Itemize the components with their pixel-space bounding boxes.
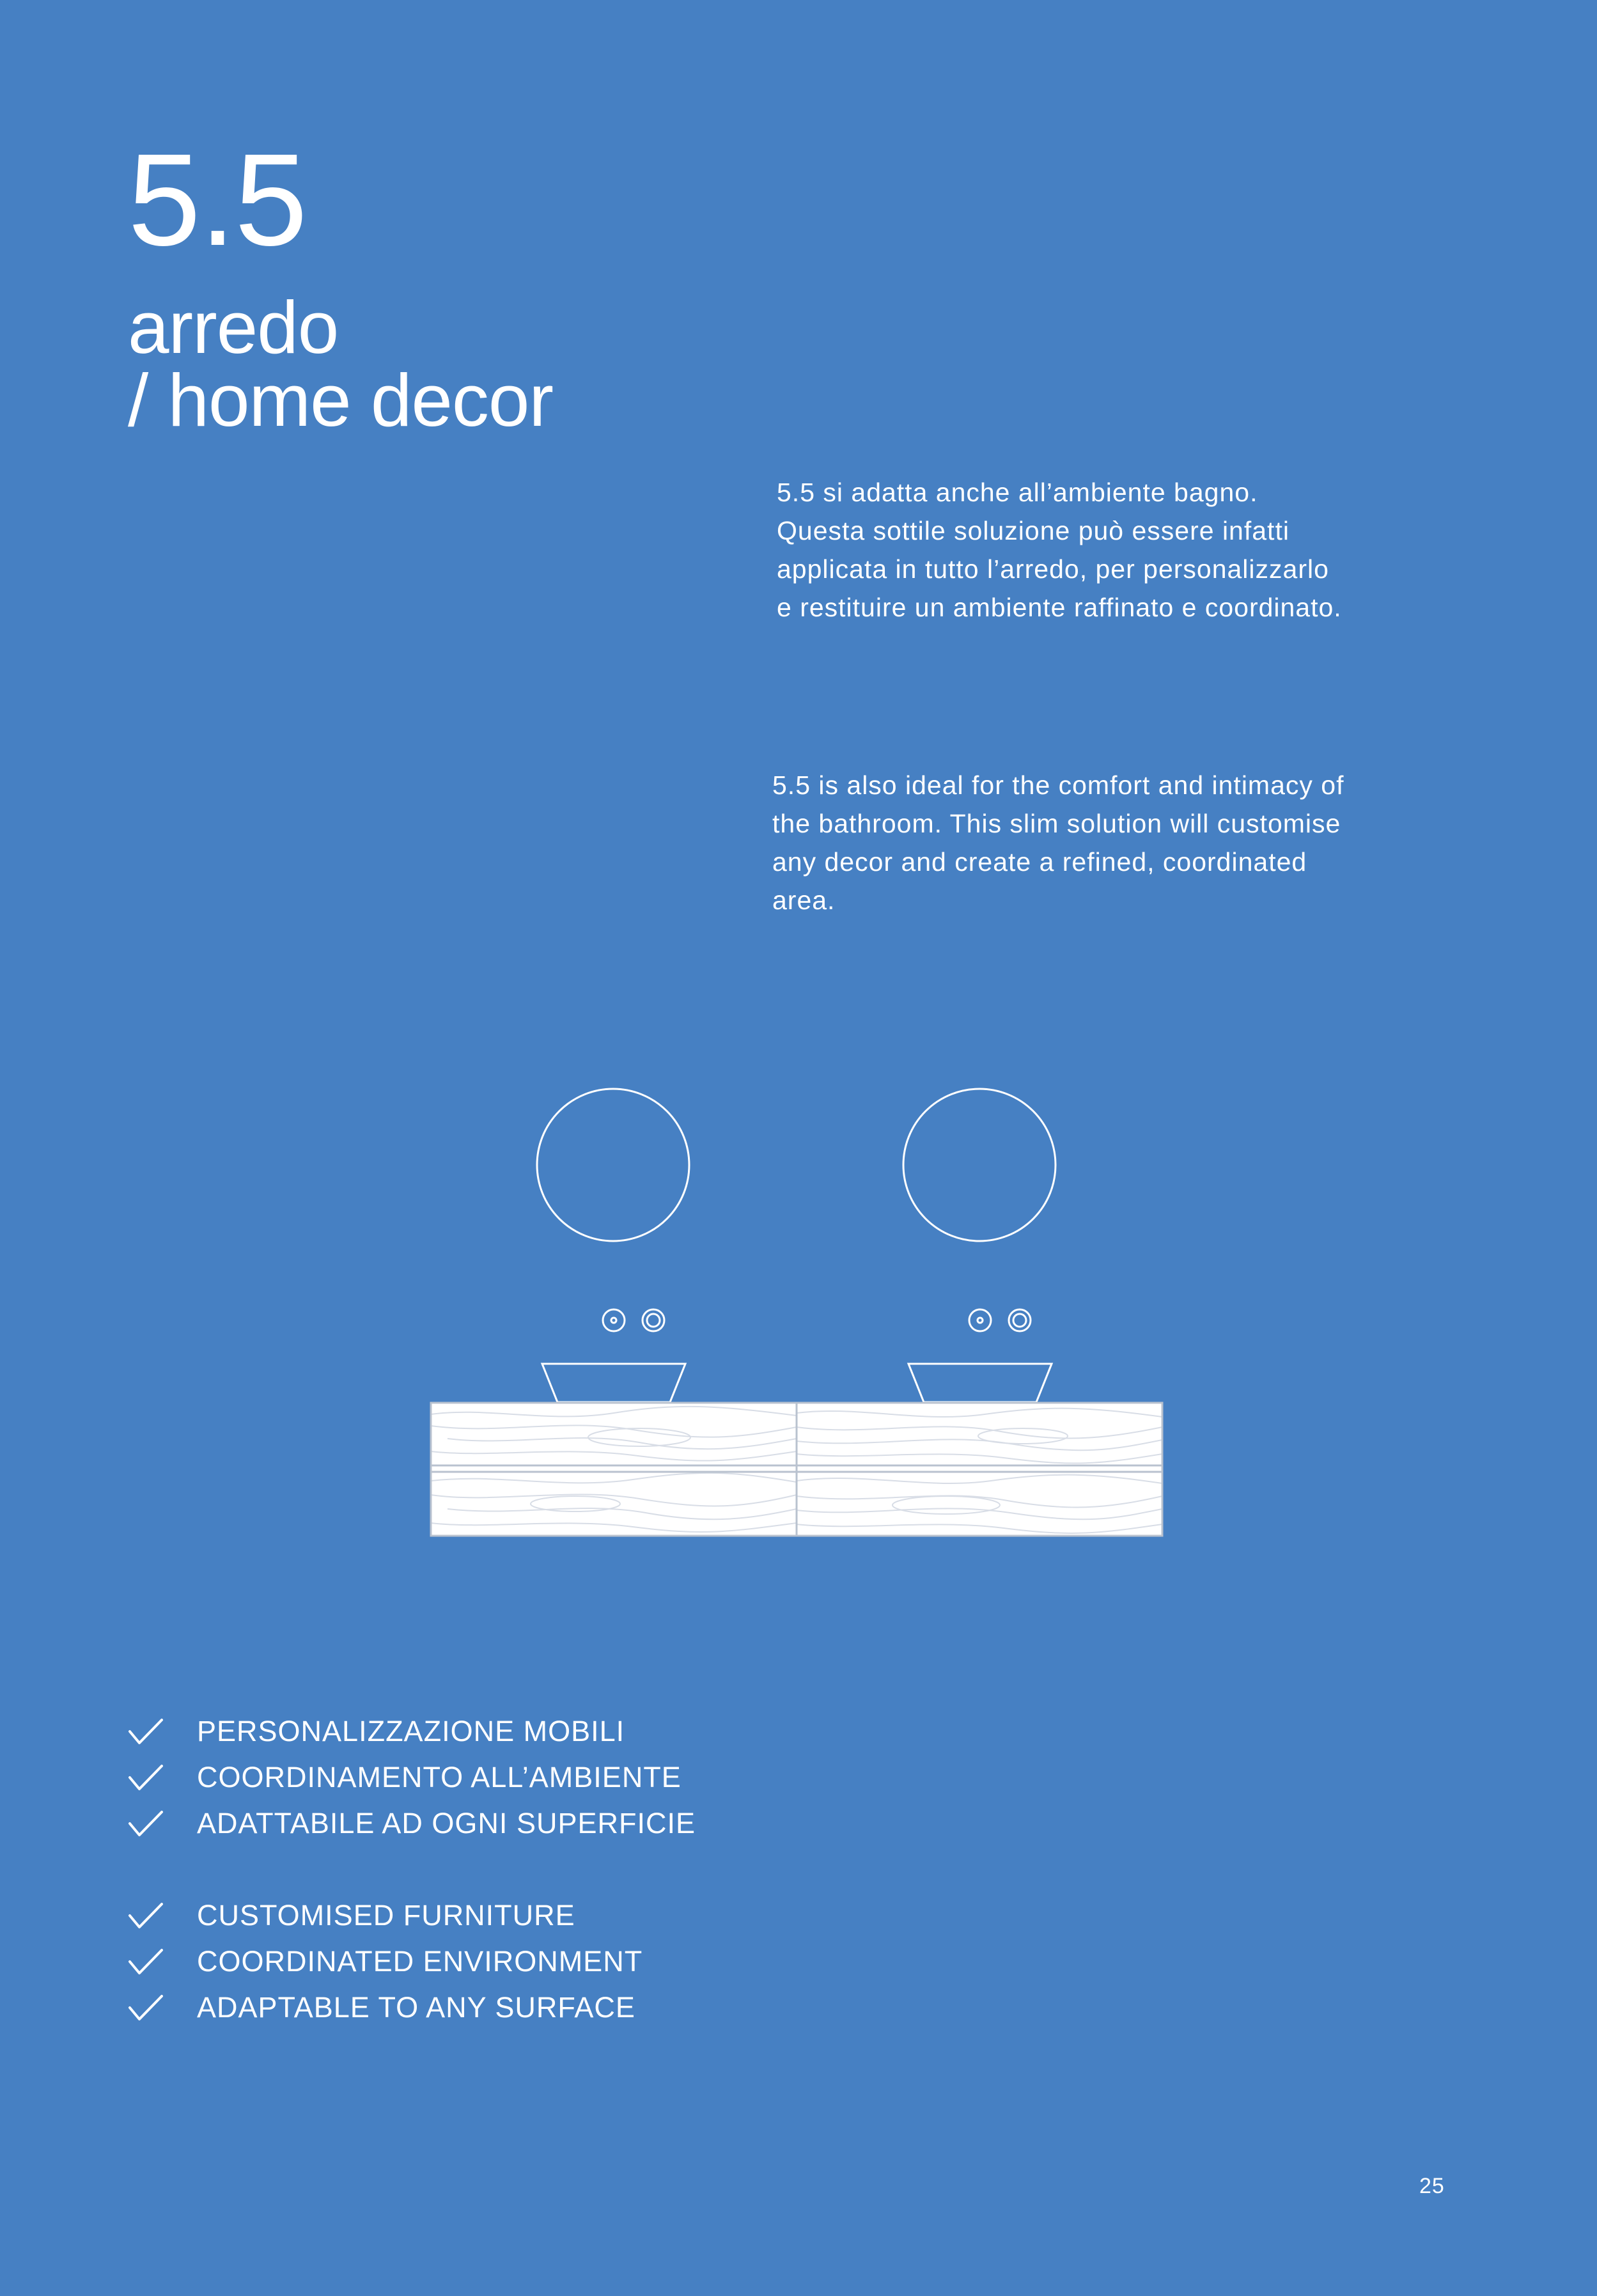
mirror-left	[537, 1089, 689, 1241]
feature-list-english	[128, 1893, 643, 2031]
faucet-knobs-left	[603, 1309, 664, 1331]
feature-item-coordinated-environment	[128, 1939, 643, 1985]
feature-list-italian	[128, 1708, 696, 1847]
paragraph-english: 5.5 is also ideal for the comfort and intimacy of the bathroom. This slim solution will customise any decor and create a refined, coordinated area.	[772, 770, 1344, 915]
check-icon	[128, 1994, 164, 2022]
check-icon	[128, 1717, 164, 1745]
check-icon	[128, 1948, 164, 1976]
check-icon	[128, 1763, 164, 1792]
feature-item-adattabile-superficie	[128, 1800, 696, 1847]
basin-right	[908, 1364, 1052, 1402]
vanity-cabinet	[431, 1403, 1162, 1536]
page-number: 25	[1419, 2174, 1445, 2198]
paragraph-italian: 5.5 si adatta anche all’ambiente bagno. Questa sottile soluzione può essere infatti applicata in tutto l’arredo, per personalizzarlo e restituire un ambiente raffinato e coordinato.	[777, 478, 1342, 622]
mirror-right	[903, 1089, 1056, 1241]
faucet-knobs-right	[969, 1309, 1031, 1331]
feature-item-label: ADATTABILE AD OGNI SUPERFICIE	[197, 1807, 696, 1839]
feature-item-label: COORDINAMENTO ALL’AMBIENTE	[197, 1761, 682, 1793]
feature-item-label: COORDINATED ENVIRONMENT	[197, 1945, 643, 1978]
basin-left	[542, 1364, 685, 1402]
section-number: 5.5	[128, 127, 306, 273]
feature-item-coordinamento-ambiente	[128, 1754, 696, 1800]
section-title	[128, 286, 554, 442]
feature-item-customised-furniture	[128, 1893, 643, 1939]
feature-item-label: ADAPTABLE TO ANY SURFACE	[197, 1991, 635, 2024]
check-icon	[128, 1809, 164, 1838]
feature-item-label: CUSTOMISED FURNITURE	[197, 1899, 575, 1932]
check-icon	[128, 1902, 164, 1930]
section-title-line-1: arredo	[128, 286, 339, 369]
section-title-line-2: / home decor	[128, 359, 554, 442]
feature-item-personalizzazione-mobili	[128, 1708, 696, 1754]
feature-item-label: PERSONALIZZAZIONE MOBILI	[197, 1715, 625, 1747]
feature-item-adaptable-surface	[128, 1985, 643, 2031]
